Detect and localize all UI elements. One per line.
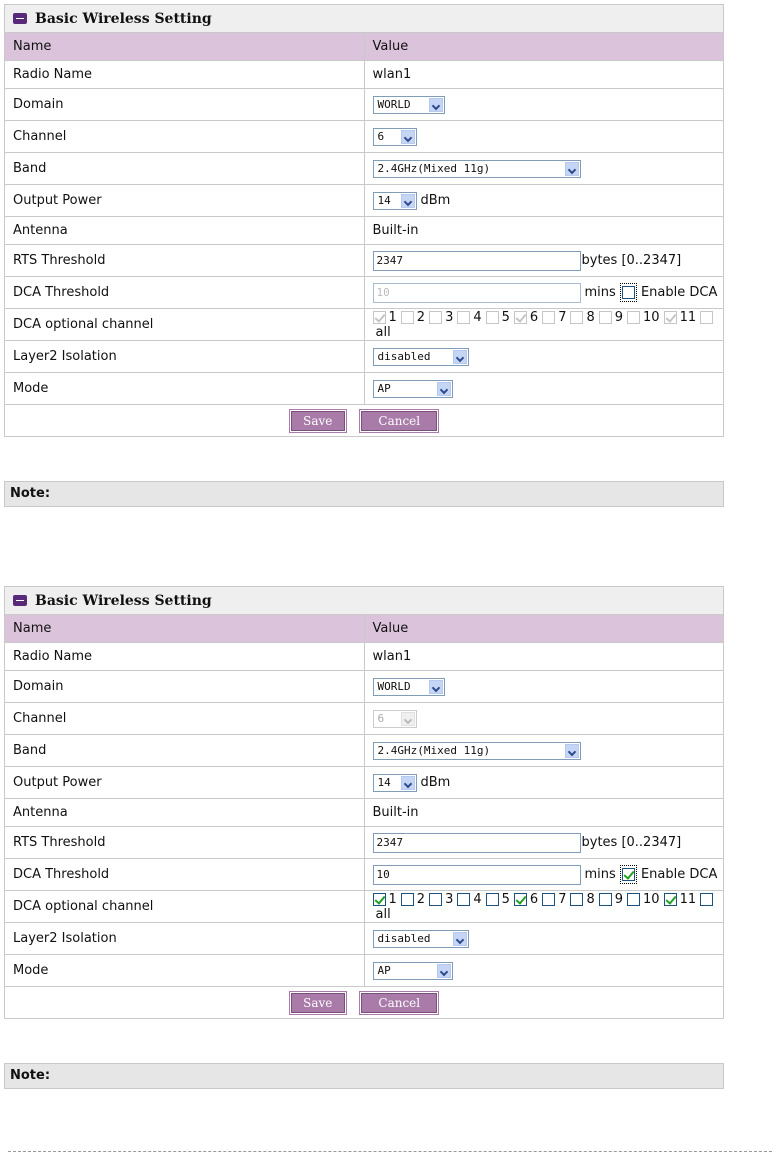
output-power-value: 14 — [377, 775, 391, 789]
chevron-down-icon — [429, 98, 443, 112]
chevron-down-icon — [565, 744, 579, 758]
channel-select[interactable] — [373, 128, 417, 146]
domain-select-value: WORLD — [377, 97, 411, 111]
channel-label: Channel — [5, 703, 365, 735]
channel-checkbox[interactable] — [373, 893, 386, 906]
channel-checkbox-label: 9 — [614, 891, 624, 907]
dca-threshold-unit: mins — [584, 285, 616, 300]
chevron-down-icon — [401, 712, 415, 726]
channel-checkbox-label: 10 — [643, 309, 660, 325]
save-button[interactable]: Save — [291, 411, 345, 431]
enable-dca-label: Enable DCA — [640, 867, 718, 882]
button-row — [5, 987, 724, 1019]
dca-threshold-label: DCA Threshold — [5, 277, 365, 309]
settings-table — [4, 4, 724, 437]
channel-checkbox-label: 5 — [501, 309, 510, 325]
output-power-value: 14 — [377, 193, 391, 207]
channel-checkbox[interactable] — [401, 893, 414, 906]
channel-select-value: 6 — [377, 711, 385, 725]
chevron-down-icon — [437, 964, 451, 978]
mode-label: Mode — [5, 373, 365, 405]
collapse-icon[interactable] — [13, 595, 27, 606]
channel-select-value: 6 — [377, 129, 385, 143]
channel-checkbox[interactable] — [486, 893, 499, 906]
domain-select[interactable] — [373, 678, 445, 696]
channel-checkbox-label: 9 — [614, 309, 624, 325]
channel-checkbox[interactable] — [542, 311, 555, 324]
layer2-isolation-value: disabled — [377, 349, 431, 363]
channel-checkbox-label: 1 — [388, 891, 397, 907]
column-header-value: Value — [364, 33, 724, 61]
channel-checkbox-label: 3 — [445, 309, 454, 325]
channel-checkbox-label: 11 — [679, 309, 697, 325]
output-power-select[interactable] — [373, 192, 417, 210]
channel-checkbox-label: 10 — [643, 891, 660, 907]
channel-checkbox[interactable] — [570, 311, 583, 324]
channel-checkbox-label: 3 — [445, 891, 454, 907]
channel-checkbox-label: 11 — [679, 891, 697, 907]
enable-dca-checkbox[interactable] — [622, 868, 635, 881]
band-label: Band — [5, 153, 365, 185]
radio-name-value: wlan1 — [364, 61, 724, 89]
chevron-down-icon — [453, 350, 467, 364]
channel-checkbox[interactable] — [429, 893, 442, 906]
mode-select[interactable] — [373, 962, 453, 980]
channel-checkbox-label: 2 — [416, 891, 426, 907]
channel-checkbox-label: 8 — [586, 309, 595, 325]
chevron-down-icon — [401, 194, 415, 208]
channel-checkbox-label: 2 — [416, 309, 426, 325]
dca-channel-label: DCA optional channel — [5, 309, 365, 341]
layer2-isolation-select[interactable] — [373, 930, 469, 948]
output-power-select[interactable] — [373, 774, 417, 792]
mode-select[interactable] — [373, 380, 453, 398]
domain-label: Domain — [5, 671, 365, 703]
dca-threshold-label: DCA Threshold — [5, 859, 365, 891]
mode-select-value: AP — [377, 963, 391, 977]
rts-threshold-unit: bytes [0..2347] — [581, 835, 682, 850]
dca-channel-label: DCA optional channel — [5, 891, 365, 923]
channel-checkbox[interactable] — [599, 893, 612, 906]
domain-select[interactable] — [373, 96, 445, 114]
band-select[interactable] — [373, 160, 581, 178]
enable-dca-focus — [620, 283, 637, 302]
dca-channel-list — [364, 309, 724, 341]
channel-checkbox[interactable] — [627, 311, 640, 324]
channel-checkbox-label: 6 — [529, 309, 539, 325]
channel-checkbox-label: 8 — [586, 891, 595, 907]
channel-checkbox[interactable] — [700, 311, 713, 324]
channel-checkbox[interactable] — [627, 893, 640, 906]
rts-threshold-input[interactable]: 2347 — [373, 251, 581, 271]
antenna-value: Built-in — [364, 217, 724, 245]
wireless-settings-panel — [4, 586, 722, 1019]
channel-checkbox-label: 5 — [501, 891, 510, 907]
channel-checkbox-label: all — [375, 324, 391, 340]
channel-select[interactable] — [373, 710, 417, 728]
antenna-value: Built-in — [364, 799, 724, 827]
collapse-icon[interactable] — [13, 13, 27, 24]
dca-threshold-input[interactable]: 10 — [373, 283, 581, 303]
note-bar: Note: — [4, 481, 724, 507]
band-select[interactable] — [373, 742, 581, 760]
enable-dca-label: Enable DCA — [640, 285, 718, 300]
channel-checkbox-label: 6 — [529, 891, 539, 907]
enable-dca-checkbox[interactable] — [622, 286, 635, 299]
rts-threshold-label: RTS Threshold — [5, 827, 365, 859]
channel-checkbox[interactable] — [700, 893, 713, 906]
column-header-name: Name — [5, 615, 365, 643]
channel-checkbox[interactable] — [457, 311, 470, 324]
channel-checkbox[interactable] — [599, 311, 612, 324]
panel-title — [5, 587, 724, 615]
band-label: Band — [5, 735, 365, 767]
output-power-label: Output Power — [5, 767, 365, 799]
mode-label: Mode — [5, 955, 365, 987]
channel-checkbox[interactable] — [373, 311, 386, 324]
channel-checkbox[interactable] — [486, 311, 499, 324]
channel-checkbox[interactable] — [457, 893, 470, 906]
channel-checkbox[interactable] — [542, 893, 555, 906]
cancel-button[interactable]: Cancel — [361, 993, 437, 1013]
layer2-isolation-label: Layer2 Isolation — [5, 923, 365, 955]
output-power-unit: dBm — [420, 775, 451, 790]
chevron-down-icon — [437, 382, 451, 396]
panel-title-text: Basic Wireless Setting — [35, 10, 212, 27]
output-power-label: Output Power — [5, 185, 365, 217]
dca-channel-list — [364, 891, 724, 923]
channel-checkbox-label: 4 — [473, 309, 482, 325]
output-power-unit: dBm — [420, 193, 451, 208]
channel-checkbox[interactable] — [514, 893, 527, 906]
channel-checkbox-label: 4 — [473, 891, 482, 907]
chevron-down-icon — [401, 776, 415, 790]
band-select-value: 2.4GHz(Mixed 11g) — [377, 161, 491, 175]
panel-title-text: Basic Wireless Setting — [35, 592, 212, 609]
band-select-value: 2.4GHz(Mixed 11g) — [377, 743, 491, 757]
rts-threshold-label: RTS Threshold — [5, 245, 365, 277]
column-header-name: Name — [5, 33, 365, 61]
rts-threshold-unit: bytes [0..2347] — [581, 253, 682, 268]
mode-select-value: AP — [377, 381, 391, 395]
channel-checkbox-label: 7 — [558, 309, 567, 325]
enable-dca-focus — [620, 865, 637, 884]
column-header-value: Value — [364, 615, 724, 643]
channel-checkbox[interactable] — [664, 311, 677, 324]
panel-title — [5, 5, 724, 33]
radio-name-label: Radio Name — [5, 643, 365, 671]
channel-checkbox[interactable] — [664, 893, 677, 906]
page-divider — [8, 1151, 772, 1152]
dca-threshold-input[interactable]: 10 — [373, 865, 581, 885]
save-button[interactable]: Save — [291, 993, 345, 1013]
settings-table — [4, 586, 724, 1019]
antenna-label: Antenna — [5, 799, 365, 827]
chevron-down-icon — [453, 932, 467, 946]
channel-checkbox[interactable] — [401, 311, 414, 324]
rts-threshold-input[interactable]: 2347 — [373, 833, 581, 853]
radio-name-label: Radio Name — [5, 61, 365, 89]
domain-select-value: WORLD — [377, 679, 411, 693]
domain-label: Domain — [5, 89, 365, 121]
radio-name-value: wlan1 — [364, 643, 724, 671]
chevron-down-icon — [565, 162, 579, 176]
channel-checkbox[interactable] — [429, 311, 442, 324]
layer2-isolation-select[interactable] — [373, 348, 469, 366]
channel-checkbox-label: 7 — [558, 891, 567, 907]
chevron-down-icon — [401, 130, 415, 144]
channel-checkbox-label: 1 — [388, 309, 397, 325]
chevron-down-icon — [429, 680, 443, 694]
channel-checkbox-label: all — [375, 906, 391, 922]
note-bar: Note: — [4, 1063, 724, 1089]
channel-checkbox[interactable] — [514, 311, 527, 324]
wireless-settings-panel — [4, 4, 722, 437]
channel-checkbox[interactable] — [570, 893, 583, 906]
button-row — [5, 405, 724, 437]
layer2-isolation-value: disabled — [377, 931, 431, 945]
dca-threshold-unit: mins — [584, 867, 616, 882]
cancel-button[interactable]: Cancel — [361, 411, 437, 431]
antenna-label: Antenna — [5, 217, 365, 245]
channel-label: Channel — [5, 121, 365, 153]
layer2-isolation-label: Layer2 Isolation — [5, 341, 365, 373]
